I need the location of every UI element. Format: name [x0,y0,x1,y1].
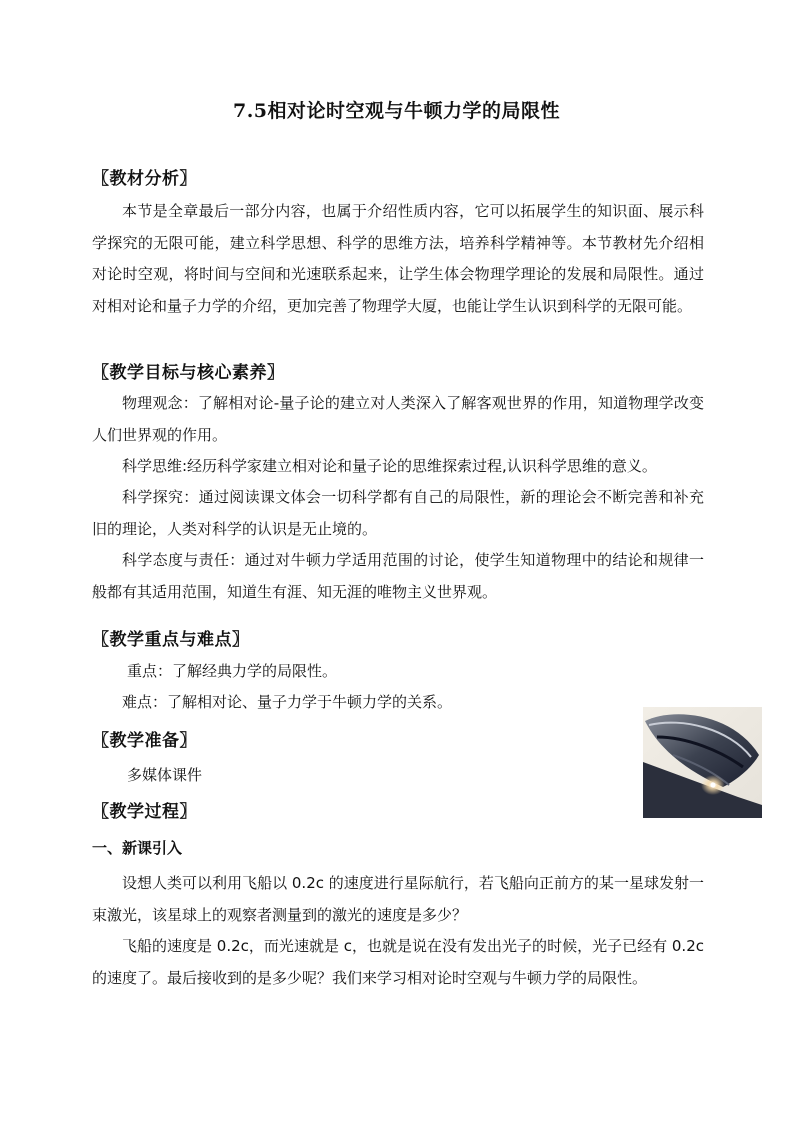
preparation-text: 多媒体课件 [127,766,203,784]
spaceship-illustration [643,707,762,818]
key-point-focus: 重点：了解经典力学的局限性。 [127,662,338,680]
section-heading-process: 〖教学过程〗 [92,802,197,822]
intro-paragraph-1: 设想人类可以利用飞船以 0.2c 的速度进行星际航行，若飞船向正前方的某一星球发射一束激光，该星球上的观察者测量到的激光的速度是多少？ [92,874,704,924]
analysis-paragraph: 本节是全章最后一部分内容，也属于介绍性质内容，它可以拓展学生的知识面、展示科学探究的无限可能，建立科学思想、科学的思维方法，培养科学精神等。本节教材先介绍相对论时空观，将时间与空间和光速联系起来，让学生体会物理学理论的发展和局限性。通过对相对论和量子力学的介绍，更加完善了物理学大厦，也能让学生认识到科学的无限可能。 [92,202,704,315]
section-heading-analysis: 〖教材分析〗 [92,169,197,189]
section-heading-goals: 〖教学目标与核心素养〗 [92,363,285,383]
goal-physics-concept: 物理观念：了解相对论-量子论的建立对人类深入了解客观世界的作用，知道物理学改变人们世界观的作用。 [92,394,704,444]
goal-scientific-thinking: 科学思维:经历科学家建立相对论和量子论的思维探索过程,认识科学思维的意义。 [122,457,657,475]
goal-scientific-inquiry: 科学探究：通过阅读课文体会一切科学都有自己的局限性，新的理论会不断完善和补充旧的理论，人类对科学的认识是无止境的。 [92,488,704,538]
key-point-difficulty: 难点：了解相对论、量子力学于牛顿力学的关系。 [122,693,453,711]
page-title: 7.5相对论时空观与牛顿力学的局限性 [232,100,561,122]
section-heading-preparation: 〖教学准备〗 [92,731,197,751]
spaceship-icon [643,707,762,818]
intro-paragraph-2: 飞船的速度是 0.2c，而光速就是 c，也就是说在没有发出光子的时候，光子已经有 0.2c 的速度了。最后接收到的是多少呢？我们来学习相对论时空观与牛顿力学的局限性。 [92,937,704,987]
section-heading-key-points: 〖教学重点与难点〗 [92,630,250,650]
goal-scientific-attitude: 科学态度与责任：通过对牛顿力学适用范围的讨论，使学生知道物理中的结论和规律一般都有其适用范围，知道生有涯、知无涯的唯物主义世界观。 [92,551,704,601]
subheading-new-lesson-intro: 一、新课引入 [92,839,183,857]
